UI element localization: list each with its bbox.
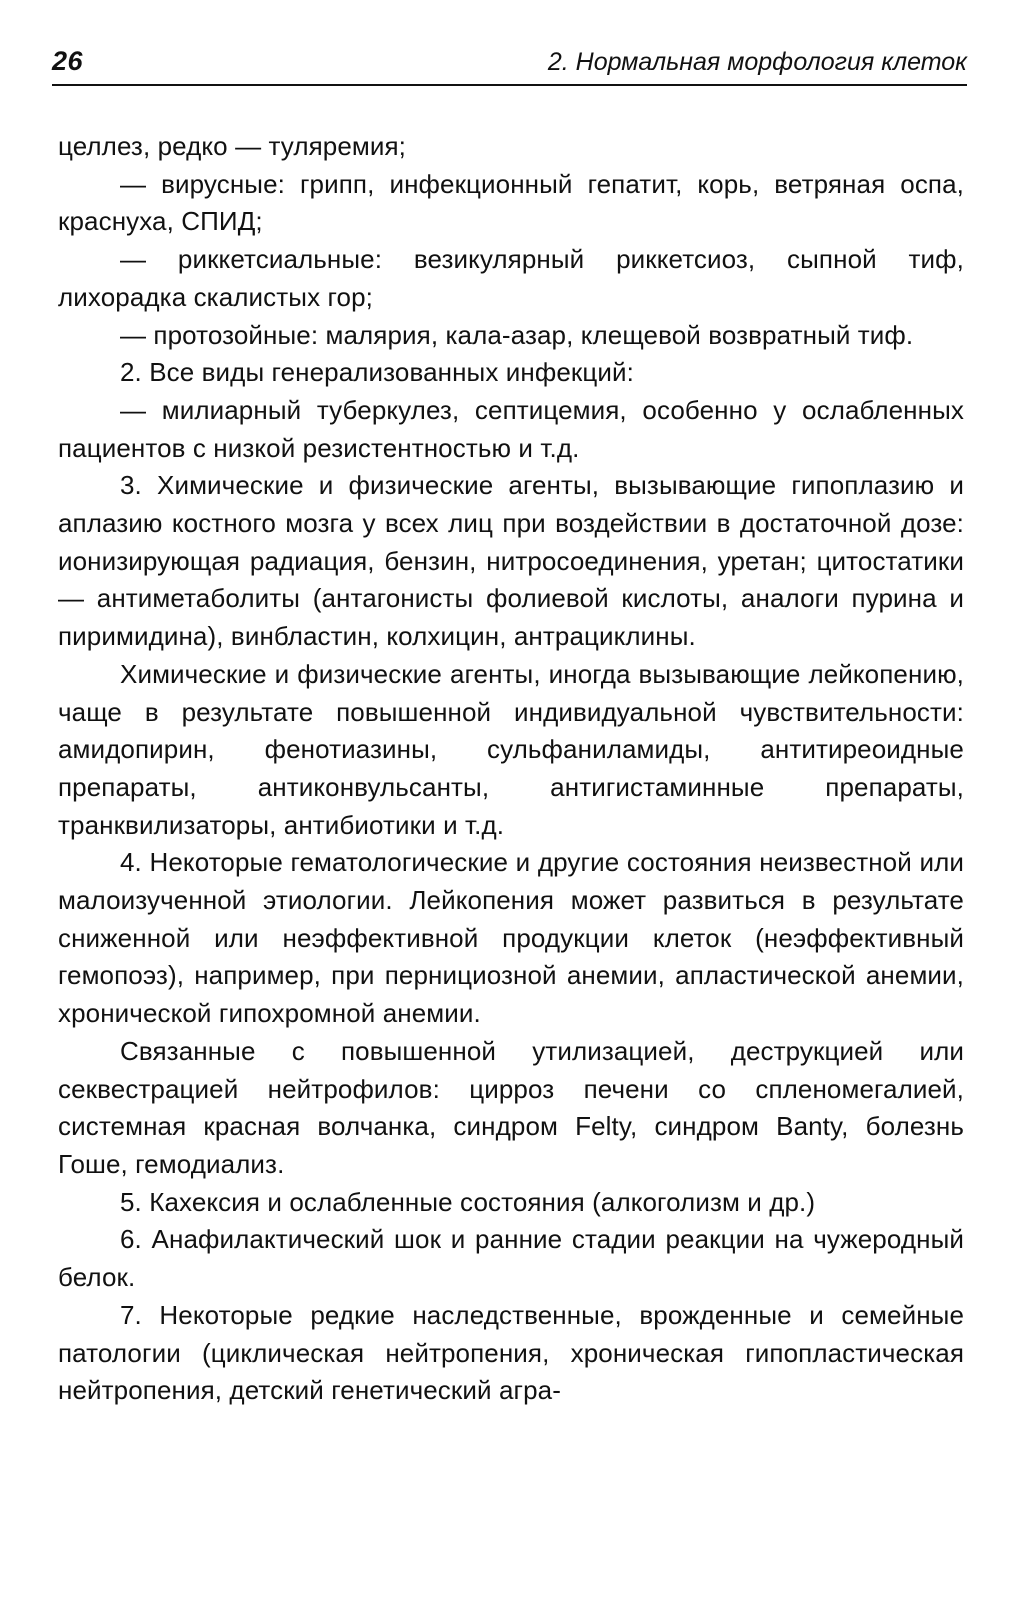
running-title: 2. Нормальная морфология клеток <box>547 48 967 76</box>
paragraph: 5. Кахексия и ослабленные состояния (алкоголизм и др.) <box>120 1186 816 1217</box>
paragraph: — вирусные: грипп, инфекционный гепатит, корь, ветряная оспа, краснуха, СПИД; <box>58 168 964 237</box>
page-header <box>52 44 967 86</box>
page-body <box>58 128 964 1410</box>
paragraph: 2. Все виды генерализованных инфекций: <box>120 357 634 388</box>
paragraph: — протозойные: малярия, кала-азар, клещевой возвратный тиф. <box>120 319 914 350</box>
paragraph: Химические и физические агенты, иногда вызывающие лейкопению, чаще в результате повышенной индивидуальной чувствительности: амидопирин, фенотиазины, сульфаниламиды, антитиреоидные препараты, антиконвульсанты, антигистаминные препараты, транквилизаторы, антибиотики и т.д. <box>58 658 964 840</box>
page-number: 26 <box>52 46 84 76</box>
paragraph: 3. Химические и физические агенты, вызывающие гипоплазию и аплазию костного мозга у всех лиц при воздействии в достаточной дозе: ионизирующая радиация, бензин, нитросоединения, уретан; цитостатики — антиметаболиты (антагонисты фолиевой кислоты, аналоги пурина и пиримидина), винбластин, колхицин, антрациклины. <box>58 470 964 652</box>
paragraph: Связанные с повышенной утилизацией, деструкцией или секвестрацией нейтрофилов: цирроз печени со спленомегалией, системная красная волчанка, синдром Felty, синдром Banty, болезнь Гоше, гемодиализ. <box>58 1035 964 1179</box>
paragraph: целлез, редко — туляремия; <box>58 131 406 161</box>
paragraph: — милиарный туберкулез, септицемия, особенно у ослабленных пациентов с низкой резистентностью и т.д. <box>58 394 964 463</box>
paragraph: 4. Некоторые гематологические и другие состояния неизвестной или малоизученной этиологии. Лейкопения может развиться в результате сниженной или неэффективной продукции клеток (неэффективный гемопоэз), например, при пернициозной анемии, апластической анемии, хронической гипохромной анемии. <box>58 847 964 1029</box>
paragraph: 6. Анафилактический шок и ранние стадии реакции на чужеродный белок. <box>58 1224 964 1293</box>
paragraph: 7. Некоторые редкие наследственные, врожденные и семейные патологии (циклическая нейтропения, хроническая гипопластическая нейтропения, детский генетический агра- <box>58 1299 964 1406</box>
paragraph: — риккетсиальные: везикулярный риккетсиоз, сыпной тиф, лихорадка скалистых гор; <box>58 244 964 312</box>
